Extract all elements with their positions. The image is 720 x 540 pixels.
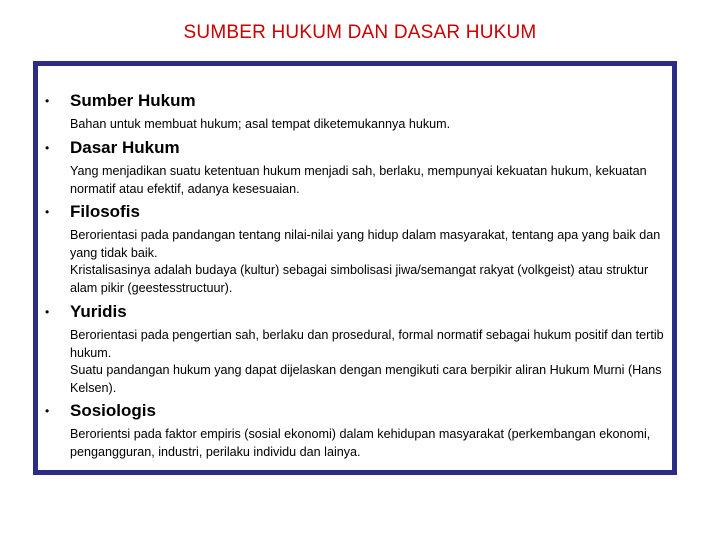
item-description <box>70 163 670 198</box>
item-paragraph: Suatu pandangan hukum yang dapat dijelaskan dengan mengikuti cara berpikir aliran Hukum Murni (Hans Kelsen). <box>70 363 662 395</box>
item-paragraph: Yang menjadikan suatu ketentuan hukum menjadi sah, berlaku, mempunyai kekuatan hukum, kekuatan normatif atau efektif, adanya kesesuaian. <box>70 164 647 196</box>
item-description <box>70 426 670 461</box>
item-paragraph: Bahan untuk membuat hukum; asal tempat diketemukannya hukum. <box>70 117 451 131</box>
item-description <box>70 327 670 397</box>
item-paragraph: Berorientasi pada pengertian sah, berlaku dan prosedural, formal normatif sebagai hukum positif dan tertib hukum. <box>70 328 664 360</box>
bullet-icon: • <box>45 305 50 319</box>
item-paragraph: Berorientsi pada faktor empiris (sosial ekonomi) dalam kehidupan masyarakat (perkembangan ekonomi, pengangguran, industri, perilaku individu dan lainya. <box>70 427 651 459</box>
bullet-icon: • <box>45 141 50 155</box>
item-heading: Filosofis <box>70 202 140 221</box>
item-heading: Sumber Hukum <box>70 91 196 110</box>
content-frame <box>33 61 677 475</box>
item-description <box>70 227 670 297</box>
item-paragraph: Berorientasi pada pandangan tentang nilai-nilai yang hidup dalam masyarakat, tentang apa yang baik dan yang tidak baik. <box>70 228 661 260</box>
bullet-icon: • <box>45 205 50 219</box>
item-description <box>70 116 670 134</box>
item-heading: Yuridis <box>70 302 127 321</box>
bullet-icon: • <box>45 94 50 108</box>
bullet-icon: • <box>45 404 50 418</box>
slide-title: SUMBER HUKUM DAN DASAR HUKUM <box>183 22 537 43</box>
item-heading: Dasar Hukum <box>70 138 180 157</box>
item-paragraph: Kristalisasinya adalah budaya (kultur) sebagai simbolisasi jiwa/semangat rakyat (volkgeist) atau struktur alam pikir (geestesstructuur). <box>70 263 649 295</box>
item-heading: Sosiologis <box>70 401 156 420</box>
